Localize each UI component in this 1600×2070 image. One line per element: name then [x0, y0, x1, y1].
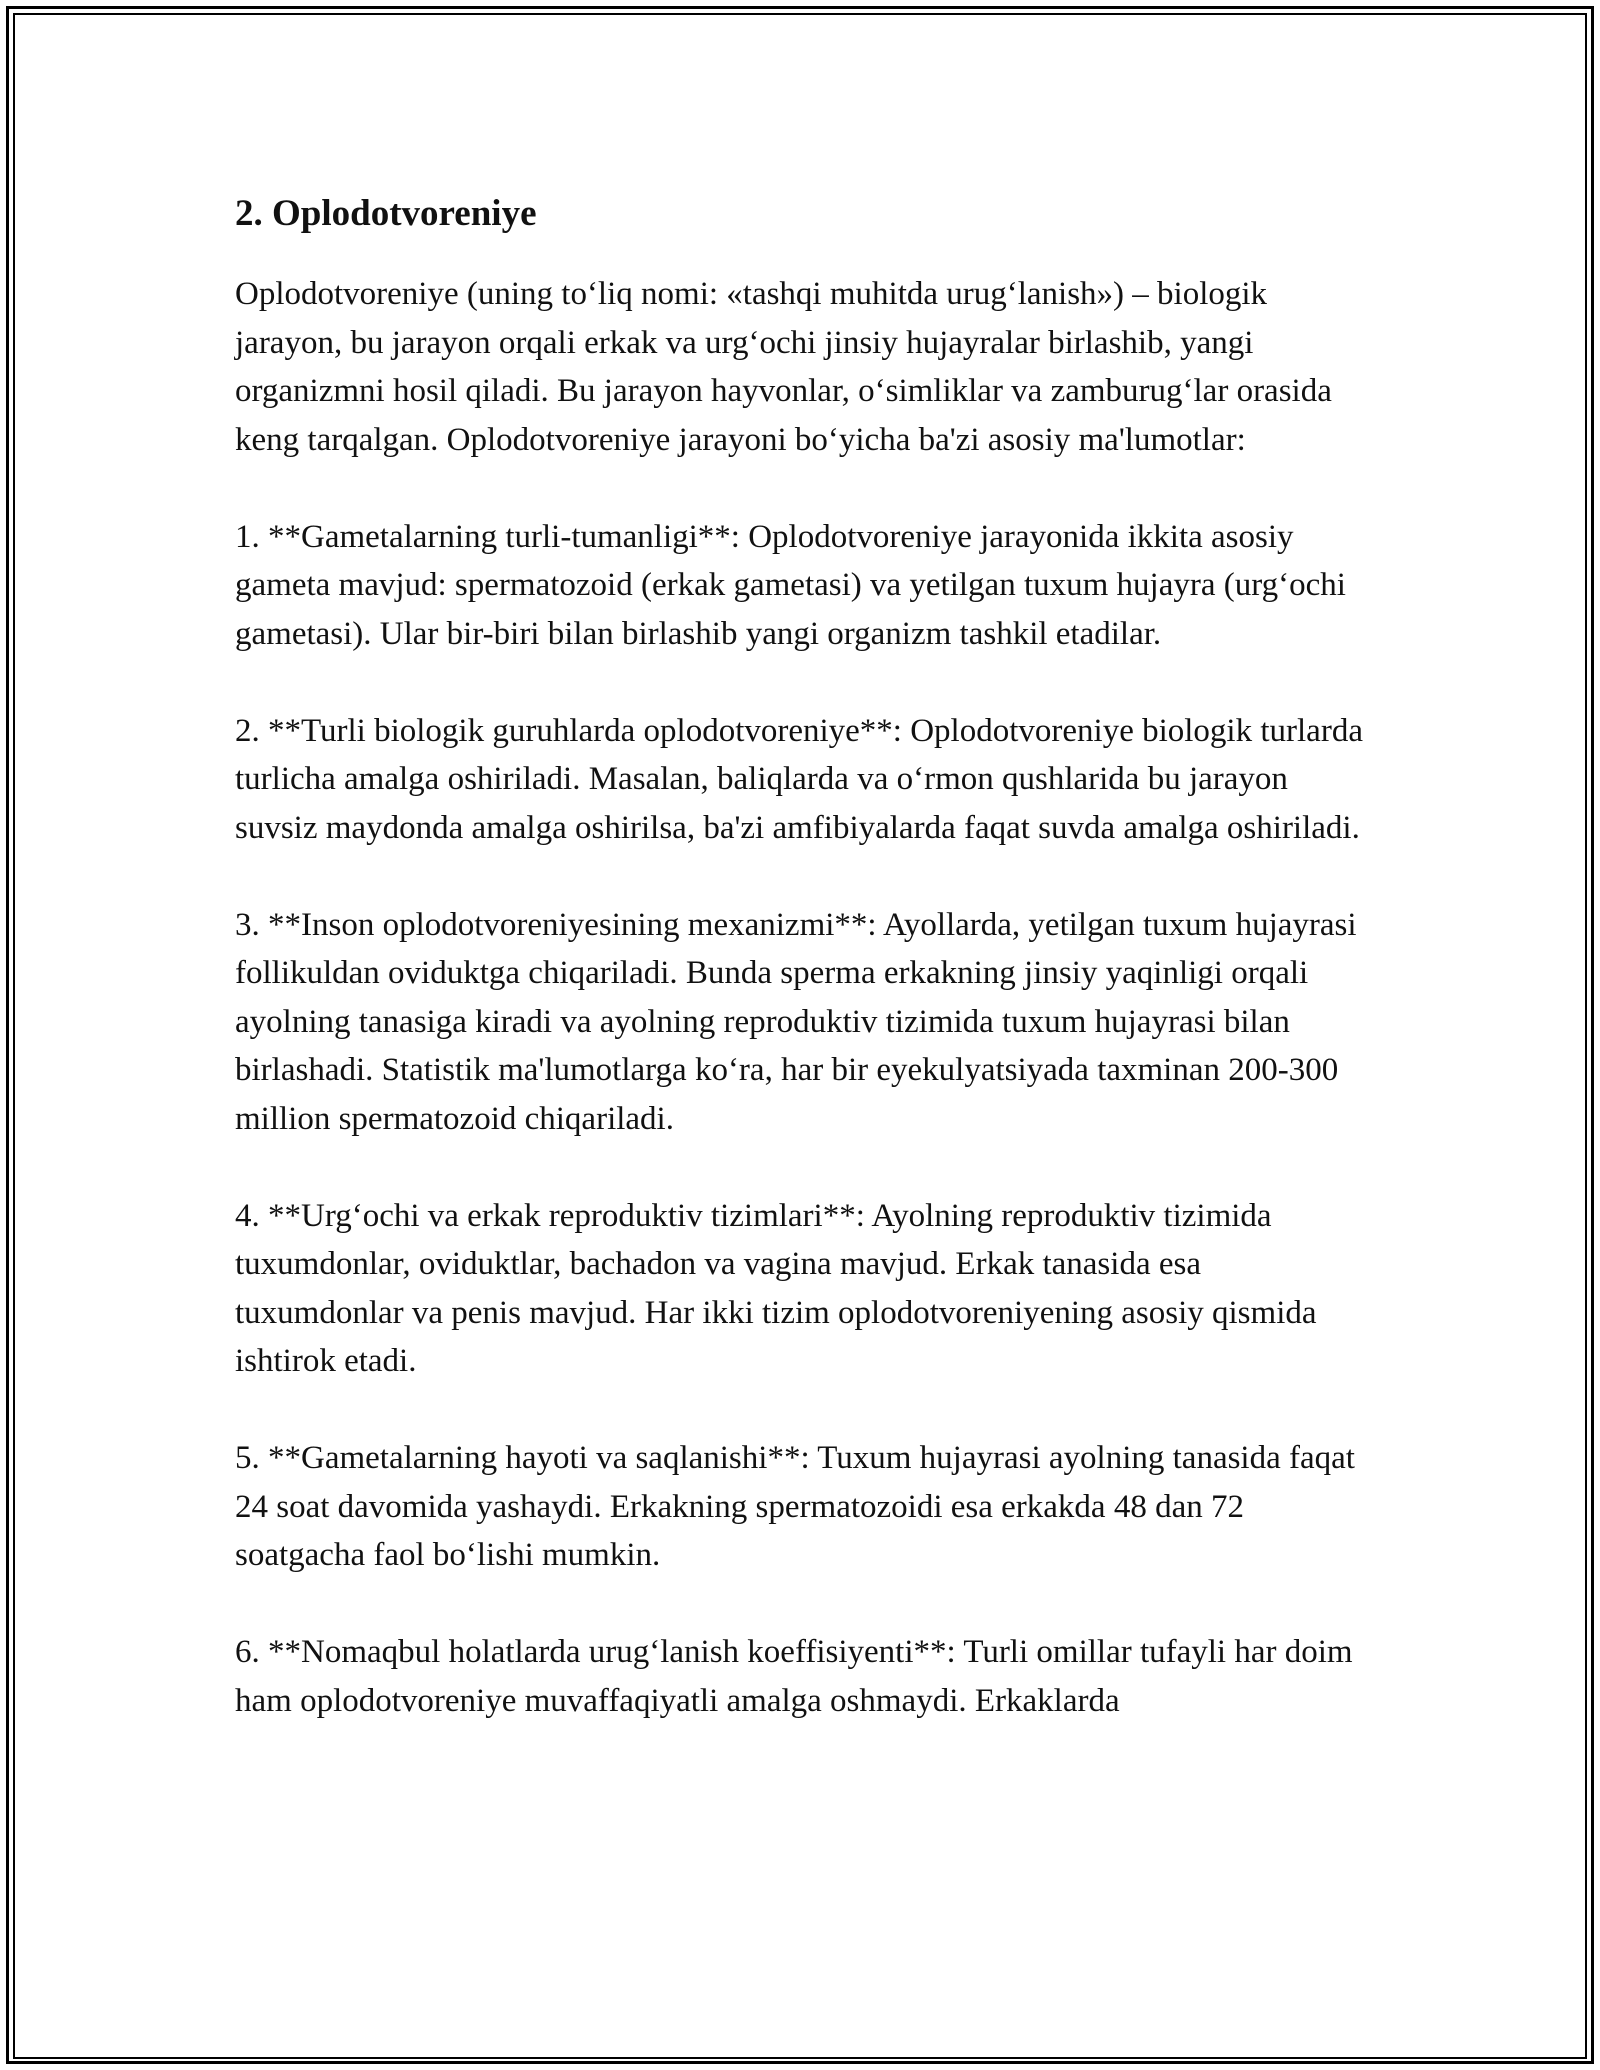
list-item-2: 2. **Turli biologik guruhlarda oplodotvoreniye**: Oplodotvoreniye biologik turlarda turlicha amalga oshiriladi. Masalan, baliqlarda va o‘rmon qushlarida bu jarayon suvsiz maydonda amalga oshirilsa, ba'zi amfibiyalarda faqat suvda amalga oshiriladi.: [235, 712, 1363, 846]
list-item-6: 6. **Nomaqbul holatlarda urug‘lanish koeffisiyenti**: Turli omillar tufayli har doim ham oplodotvoreniye muvaffaqiyatli amalga oshmaydi. Erkaklarda: [235, 1634, 1353, 1719]
section-title: 2. Oplodotvoreniye: [235, 193, 537, 234]
list-item-1: 1. **Gametalarning turli-tumanligi**: Oplodotvoreniye jarayonida ikkita asosiy gameta mavjud: spermatozoid (erkak gametasi) va yetilgan tuxum hujayra (urg‘ochi gametasi). Ular bir-biri bilan birlashib yangi organizm tashkil etadilar.: [235, 518, 1346, 652]
list-item-3: 3. **Inson oplodotvoreniyesining mexanizmi**: Ayollarda, yetilgan tuxum hujayrasi follikuldan oviduktga chiqariladi. Bunda sperma erkakning jinsiy yaqinligi orqali ayolning tanasiga kiradi va ayolning reproduktiv tizimida tuxum hujayrasi bilan birlashadi. Statistik ma'lumotlarga ko‘ra, har bir eyekulyatsiyada taxminan 200-300 million spermatozoid chiqariladi.: [235, 906, 1357, 1137]
intro-paragraph: Oplodotvoreniye (uning to‘liq nomi: «tashqi muhitda urug‘lanish») – biologik jarayon, bu jarayon orqali erkak va urg‘ochi jinsiy hujayralar birlashib, yangi organizmni hosil qiladi. Bu jarayon hayvonlar, o‘simliklar va zamburug‘lar orasida keng tarqalgan. Oplodotvoreniye jarayoni bo‘yicha ba'zi asosiy ma'lumotlar:: [235, 276, 1332, 458]
list-item-4: 4. **Urg‘ochi va erkak reproduktiv tizimlari**: Ayolning reproduktiv tizimida tuxumdonlar, oviduktlar, bachadon va vagina mavjud. Erkak tanasida esa tuxumdonlar va penis mavjud. Har ikki tizim oplodotvoreniyening asosiy qismida ishtirok etadi.: [235, 1197, 1317, 1379]
document-body: [235, 188, 1375, 1725]
list-item-5: 5. **Gametalarning hayoti va saqlanishi**: Tuxum hujayrasi ayolning tanasida faqat 24 soat davomida yashaydi. Erkakning spermatozoidi esa erkakda 48 dan 72 soatgacha faol bo‘lishi mumkin.: [235, 1440, 1355, 1573]
